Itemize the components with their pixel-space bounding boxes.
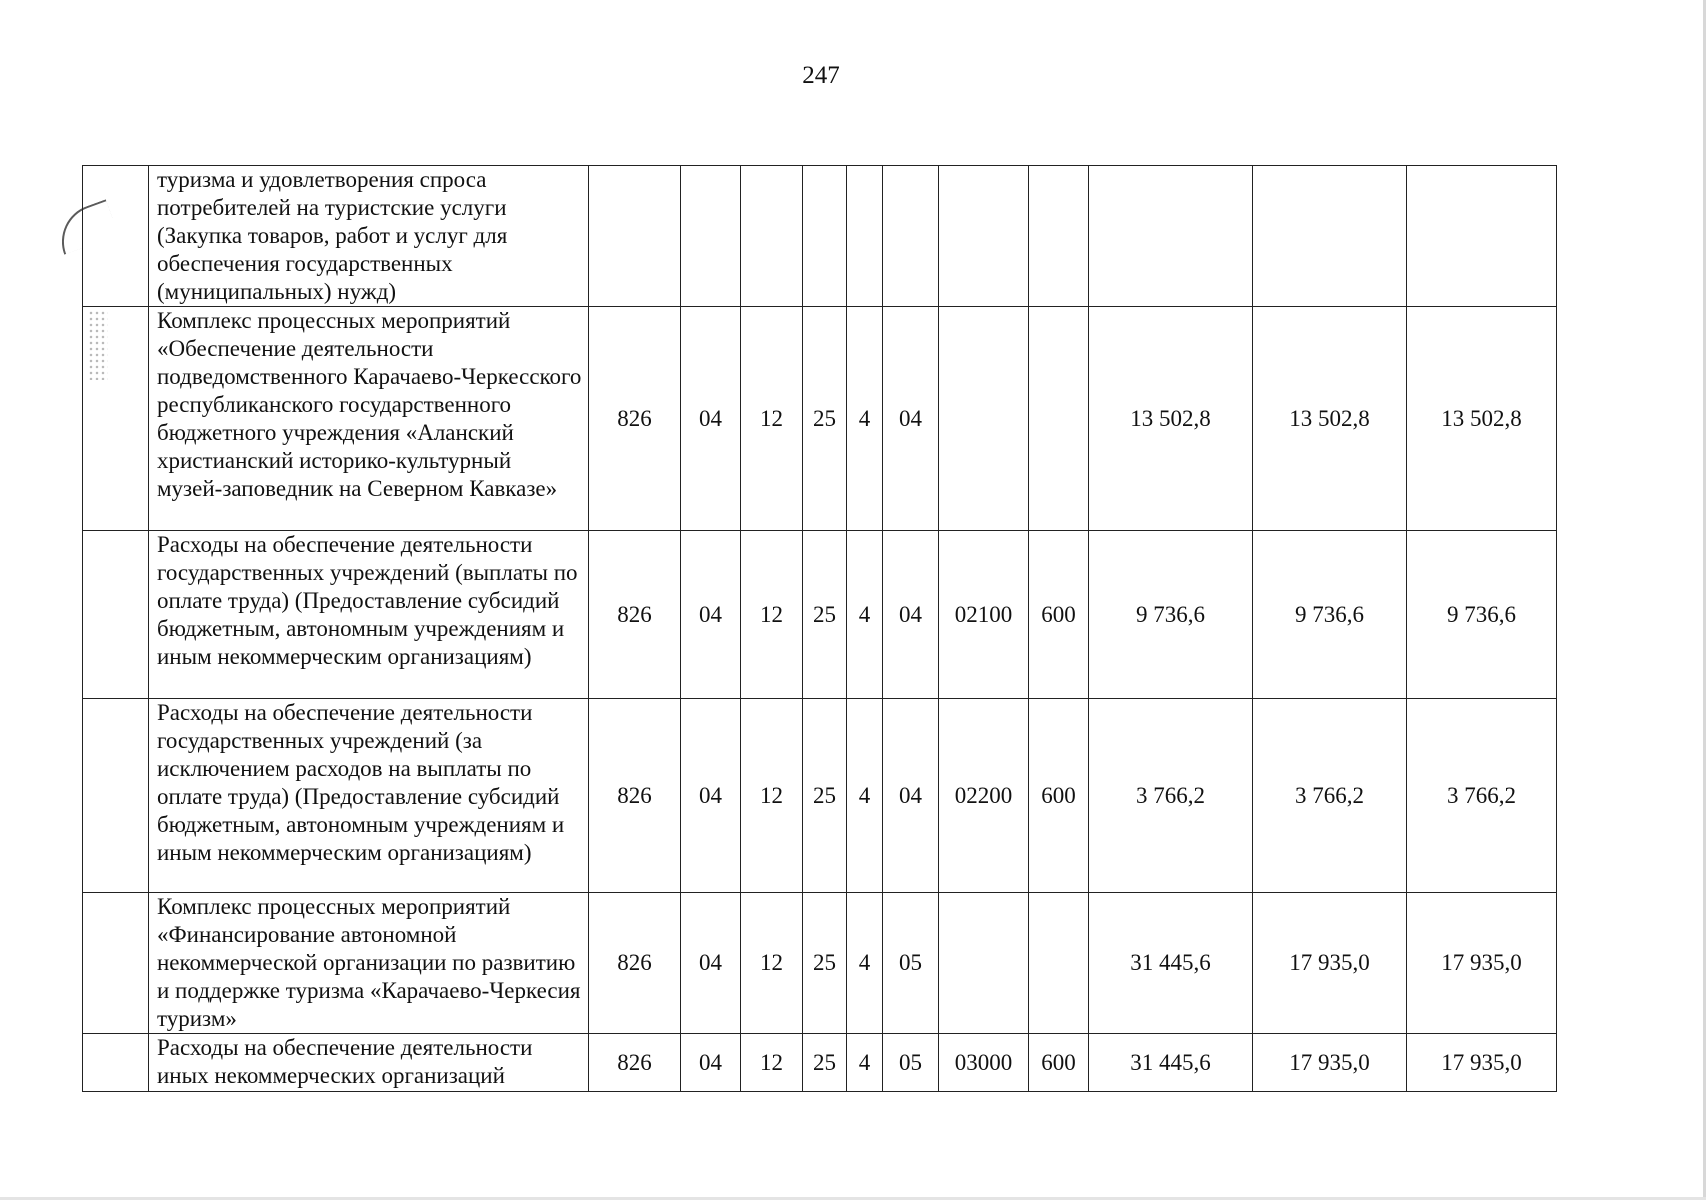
table-body [83, 166, 1557, 1092]
code-ministry-cell: 826 [589, 893, 681, 1034]
code-complex-cell: 05 [883, 1034, 939, 1092]
code-program-cell: 25 [803, 1034, 847, 1092]
code-direction-cell [939, 893, 1029, 1034]
amount-year-1-cell: 31 445,6 [1089, 893, 1253, 1034]
code-type-cell: 4 [847, 699, 883, 893]
code-program-cell [803, 166, 847, 307]
table-row [83, 531, 1557, 699]
code-section-cell: 04 [681, 893, 741, 1034]
expenditure-name-cell: Комплекс процессных мероприятий «Финансирование автономной некоммерческой организации по развитию и поддержке туризма «Карачаево-Черкесия туризм» [149, 893, 589, 1034]
code-program-cell: 25 [803, 893, 847, 1034]
expenditure-name-cell: Расходы на обеспечение деятельности государственных учреждений (за исключением расходов на выплаты по оплате труда) (Предоставление субсидий бюджетным, автономным учреждениям и иным некоммерческим организациям) [149, 699, 589, 893]
table-row [83, 699, 1557, 893]
expenditure-name-cell: туризма и удовлетворения спроса потребителей на туристские услуги (Закупка товаров, работ и услуг для обеспечения государственных (муниципальных) нужд) [149, 166, 589, 307]
code-complex-cell [883, 166, 939, 307]
table-row [83, 166, 1557, 307]
amount-year-3-cell: 17 935,0 [1407, 1034, 1557, 1092]
code-type-cell [847, 166, 883, 307]
code-program-cell: 25 [803, 307, 847, 531]
code-subsection-cell: 12 [741, 531, 803, 699]
row-number-cell [83, 531, 149, 699]
row-number-cell [83, 699, 149, 893]
amount-year-1-cell: 9 736,6 [1089, 531, 1253, 699]
code-ministry-cell: 826 [589, 531, 681, 699]
amount-year-2-cell: 3 766,2 [1253, 699, 1407, 893]
code-ministry-cell [589, 166, 681, 307]
expenditure-name-cell: Комплекс процессных мероприятий «Обеспечение деятельности подведомственного Карачаево-Черкесского республиканского государственного бюджетного учреждения «Аланский христианский историко-культурный музей-заповедник на Северном Кавказе» [149, 307, 589, 531]
page-number: 247 [802, 62, 840, 89]
amount-year-1-cell: 3 766,2 [1089, 699, 1253, 893]
code-type-cell: 4 [847, 1034, 883, 1092]
amount-year-2-cell: 13 502,8 [1253, 307, 1407, 531]
code-subsection-cell: 12 [741, 307, 803, 531]
code-program-cell: 25 [803, 699, 847, 893]
table-row [83, 307, 1557, 531]
code-ministry-cell: 826 [589, 307, 681, 531]
amount-year-3-cell: 13 502,8 [1407, 307, 1557, 531]
amount-year-2-cell: 9 736,6 [1253, 531, 1407, 699]
code-section-cell: 04 [681, 307, 741, 531]
code-expense-type-cell [1029, 893, 1089, 1034]
code-complex-cell: 04 [883, 699, 939, 893]
expenditure-name-cell: Расходы на обеспечение деятельности государственных учреждений (выплаты по оплате труда) (Предоставление субсидий бюджетным, автономным учреждениям и иным некоммерческим организациям) [149, 531, 589, 699]
code-complex-cell: 04 [883, 531, 939, 699]
code-section-cell: 04 [681, 699, 741, 893]
row-number-cell [83, 307, 149, 531]
code-direction-cell: 03000 [939, 1034, 1029, 1092]
code-ministry-cell: 826 [589, 699, 681, 893]
table-row [83, 893, 1557, 1034]
amount-year-2-cell [1253, 166, 1407, 307]
table-row [83, 1034, 1557, 1092]
code-direction-cell: 02200 [939, 699, 1029, 893]
code-complex-cell: 05 [883, 893, 939, 1034]
amount-year-3-cell: 3 766,2 [1407, 699, 1557, 893]
row-number-cell [83, 1034, 149, 1092]
amount-year-3-cell: 9 736,6 [1407, 531, 1557, 699]
code-expense-type-cell: 600 [1029, 699, 1089, 893]
amount-year-2-cell: 17 935,0 [1253, 893, 1407, 1034]
code-subsection-cell: 12 [741, 1034, 803, 1092]
row-number-cell [83, 893, 149, 1034]
amount-year-1-cell: 31 445,6 [1089, 1034, 1253, 1092]
code-section-cell: 04 [681, 531, 741, 699]
code-subsection-cell [741, 166, 803, 307]
code-type-cell: 4 [847, 307, 883, 531]
code-expense-type-cell [1029, 166, 1089, 307]
row-number-cell [83, 166, 149, 307]
code-expense-type-cell: 600 [1029, 1034, 1089, 1092]
amount-year-3-cell [1407, 166, 1557, 307]
amount-year-3-cell: 17 935,0 [1407, 893, 1557, 1034]
code-direction-cell: 02100 [939, 531, 1029, 699]
code-complex-cell: 04 [883, 307, 939, 531]
expenditure-name-cell: Расходы на обеспечение деятельности иных некоммерческих организаций [149, 1034, 589, 1092]
amount-year-2-cell: 17 935,0 [1253, 1034, 1407, 1092]
code-type-cell: 4 [847, 893, 883, 1034]
code-ministry-cell: 826 [589, 1034, 681, 1092]
code-type-cell: 4 [847, 531, 883, 699]
budget-table [82, 165, 1557, 1092]
code-program-cell: 25 [803, 531, 847, 699]
code-section-cell: 04 [681, 1034, 741, 1092]
code-direction-cell [939, 307, 1029, 531]
amount-year-1-cell: 13 502,8 [1089, 307, 1253, 531]
code-subsection-cell: 12 [741, 699, 803, 893]
code-subsection-cell: 12 [741, 893, 803, 1034]
amount-year-1-cell [1089, 166, 1253, 307]
code-expense-type-cell: 600 [1029, 531, 1089, 699]
code-expense-type-cell [1029, 307, 1089, 531]
code-section-cell [681, 166, 741, 307]
code-direction-cell [939, 166, 1029, 307]
